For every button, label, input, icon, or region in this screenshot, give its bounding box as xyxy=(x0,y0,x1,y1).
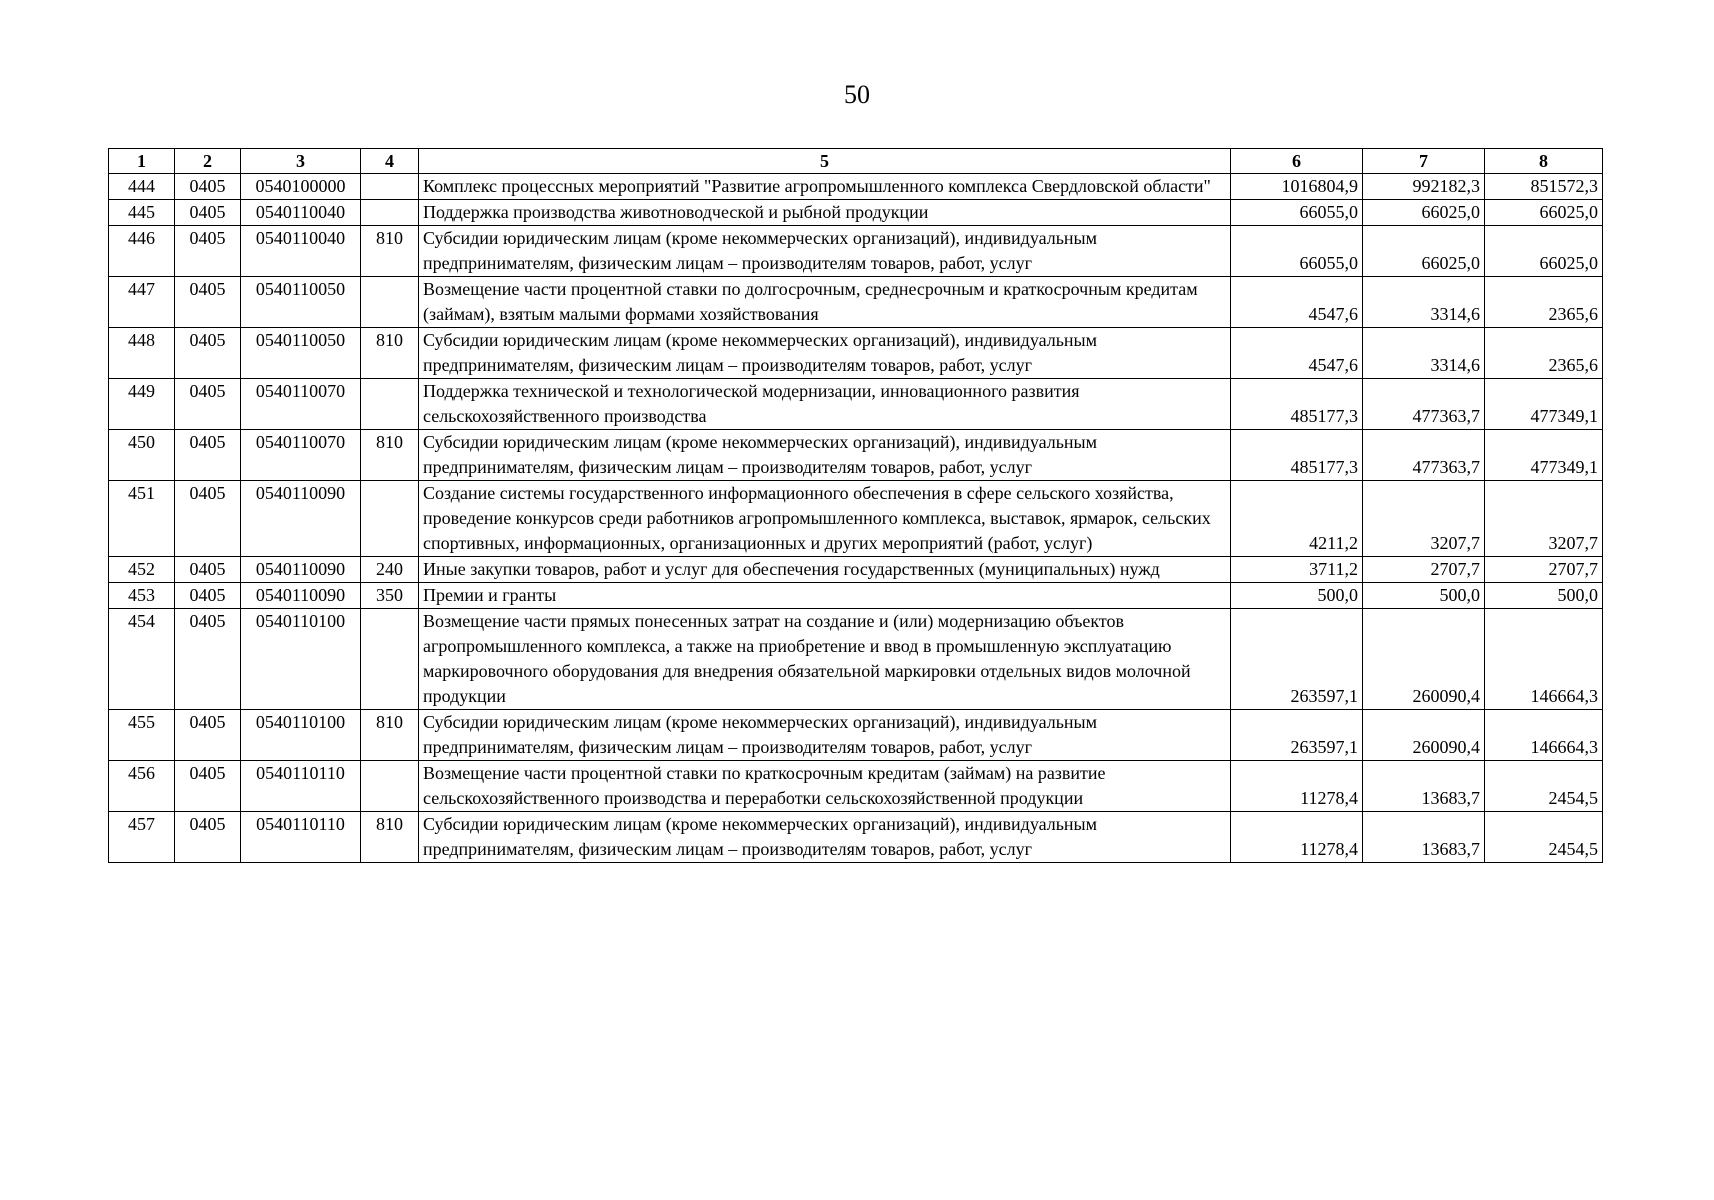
expense-type-cell: 240 xyxy=(361,557,419,583)
row-number-cell: 451 xyxy=(109,481,175,557)
row-number-cell: 455 xyxy=(109,710,175,761)
section-code-cell: 0405 xyxy=(175,328,241,379)
amount-col8-cell: 66025,0 xyxy=(1485,226,1603,277)
amount-col7-cell: 2707,7 xyxy=(1363,557,1485,583)
amount-col6-cell: 1016804,9 xyxy=(1231,174,1363,200)
amount-col6-cell: 500,0 xyxy=(1231,583,1363,609)
expense-type-cell xyxy=(361,481,419,557)
header-cell: 5 xyxy=(419,149,1231,174)
table-row xyxy=(109,328,1603,379)
amount-col8-cell: 851572,3 xyxy=(1485,174,1603,200)
section-code-cell: 0405 xyxy=(175,710,241,761)
amount-col6-cell: 263597,1 xyxy=(1231,710,1363,761)
target-article-cell: 0540110040 xyxy=(241,226,361,277)
table-row xyxy=(109,430,1603,481)
amount-col8-cell: 66025,0 xyxy=(1485,200,1603,226)
target-article-cell: 0540100000 xyxy=(241,174,361,200)
description-cell: Комплекс процессных мероприятий "Развитие агропромышленного комплекса Свердловской области" xyxy=(419,174,1231,200)
amount-col6-cell: 4211,2 xyxy=(1231,481,1363,557)
row-number-cell: 445 xyxy=(109,200,175,226)
amount-col8-cell: 477349,1 xyxy=(1485,379,1603,430)
description-cell: Возмещение части прямых понесенных затрат на создание и (или) модернизацию объектов агропромышленного комплекса, а также на приобретение и ввод в промышленную эксплуатацию маркировочного оборудования для внедрения обязательной маркировки отдельных видов молочной продукции xyxy=(419,609,1231,710)
table-row xyxy=(109,481,1603,557)
table-row xyxy=(109,226,1603,277)
amount-col6-cell: 4547,6 xyxy=(1231,328,1363,379)
amount-col6-cell: 263597,1 xyxy=(1231,609,1363,710)
amount-col6-cell: 11278,4 xyxy=(1231,812,1363,863)
amount-col6-cell: 4547,6 xyxy=(1231,277,1363,328)
description-cell: Создание системы государственного информационного обеспечения в сфере сельского хозяйства, проведение конкурсов среди работников агропромышленного комплекса, выставок, ярмарок, сельских спортивных, информационных, организационных и других мероприятий (работ, услуг) xyxy=(419,481,1231,557)
amount-col7-cell: 3207,7 xyxy=(1363,481,1485,557)
table-row xyxy=(109,379,1603,430)
table-row xyxy=(109,174,1603,200)
section-code-cell: 0405 xyxy=(175,174,241,200)
row-number-cell: 449 xyxy=(109,379,175,430)
amount-col8-cell: 146664,3 xyxy=(1485,609,1603,710)
table-header-row xyxy=(109,149,1603,174)
section-code-cell: 0405 xyxy=(175,609,241,710)
table-row xyxy=(109,812,1603,863)
row-number-cell: 457 xyxy=(109,812,175,863)
amount-col8-cell: 2365,6 xyxy=(1485,328,1603,379)
header-cell: 4 xyxy=(361,149,419,174)
header-cell: 3 xyxy=(241,149,361,174)
section-code-cell: 0405 xyxy=(175,583,241,609)
amount-col7-cell: 3314,6 xyxy=(1363,328,1485,379)
expense-type-cell xyxy=(361,277,419,328)
target-article-cell: 0540110070 xyxy=(241,430,361,481)
amount-col7-cell: 260090,4 xyxy=(1363,609,1485,710)
target-article-cell: 0540110090 xyxy=(241,557,361,583)
description-cell: Субсидии юридическим лицам (кроме некоммерческих организаций), индивидуальным предпринимателям, физическим лицам – производителям товаров, работ, услуг xyxy=(419,226,1231,277)
expense-type-cell: 810 xyxy=(361,710,419,761)
row-number-cell: 444 xyxy=(109,174,175,200)
header-cell: 6 xyxy=(1231,149,1363,174)
description-cell: Возмещение части процентной ставки по долгосрочным, среднесрочным и краткосрочным кредитам (займам), взятым малыми формами хозяйствования xyxy=(419,277,1231,328)
description-cell: Субсидии юридическим лицам (кроме некоммерческих организаций), индивидуальным предпринимателям, физическим лицам – производителям товаров, работ, услуг xyxy=(419,710,1231,761)
description-cell: Премии и гранты xyxy=(419,583,1231,609)
amount-col7-cell: 13683,7 xyxy=(1363,812,1485,863)
table-body xyxy=(109,174,1603,863)
expense-type-cell xyxy=(361,200,419,226)
expense-type-cell: 810 xyxy=(361,430,419,481)
description-cell: Возмещение части процентной ставки по краткосрочным кредитам (займам) на развитие сельскохозяйственного производства и переработки сельскохозяйственной продукции xyxy=(419,761,1231,812)
header-cell: 8 xyxy=(1485,149,1603,174)
expense-type-cell xyxy=(361,174,419,200)
row-number-cell: 450 xyxy=(109,430,175,481)
section-code-cell: 0405 xyxy=(175,200,241,226)
table-row xyxy=(109,609,1603,710)
target-article-cell: 0540110040 xyxy=(241,200,361,226)
row-number-cell: 452 xyxy=(109,557,175,583)
header-cell: 7 xyxy=(1363,149,1485,174)
amount-col7-cell: 3314,6 xyxy=(1363,277,1485,328)
target-article-cell: 0540110050 xyxy=(241,277,361,328)
description-cell: Субсидии юридическим лицам (кроме некоммерческих организаций), индивидуальным предпринимателям, физическим лицам – производителям товаров, работ, услуг xyxy=(419,430,1231,481)
expense-type-cell xyxy=(361,379,419,430)
section-code-cell: 0405 xyxy=(175,277,241,328)
description-cell: Поддержка технической и технологической модернизации, инновационного развития сельскохозяйственного производства xyxy=(419,379,1231,430)
amount-col6-cell: 485177,3 xyxy=(1231,430,1363,481)
row-number-cell: 453 xyxy=(109,583,175,609)
section-code-cell: 0405 xyxy=(175,379,241,430)
amount-col7-cell: 500,0 xyxy=(1363,583,1485,609)
target-article-cell: 0540110090 xyxy=(241,583,361,609)
amount-col6-cell: 66055,0 xyxy=(1231,226,1363,277)
description-cell: Поддержка производства животноводческой и рыбной продукции xyxy=(419,200,1231,226)
section-code-cell: 0405 xyxy=(175,226,241,277)
section-code-cell: 0405 xyxy=(175,430,241,481)
amount-col8-cell: 2365,6 xyxy=(1485,277,1603,328)
section-code-cell: 0405 xyxy=(175,557,241,583)
row-number-cell: 448 xyxy=(109,328,175,379)
table-row xyxy=(109,200,1603,226)
expense-type-cell: 350 xyxy=(361,583,419,609)
header-cell: 2 xyxy=(175,149,241,174)
table-row xyxy=(109,761,1603,812)
section-code-cell: 0405 xyxy=(175,761,241,812)
expense-type-cell: 810 xyxy=(361,226,419,277)
amount-col7-cell: 477363,7 xyxy=(1363,379,1485,430)
table-row xyxy=(109,710,1603,761)
target-article-cell: 0540110110 xyxy=(241,812,361,863)
expense-type-cell xyxy=(361,609,419,710)
target-article-cell: 0540110050 xyxy=(241,328,361,379)
budget-table xyxy=(108,148,1603,863)
description-cell: Иные закупки товаров, работ и услуг для обеспечения государственных (муниципальных) нужд xyxy=(419,557,1231,583)
row-number-cell: 447 xyxy=(109,277,175,328)
amount-col7-cell: 66025,0 xyxy=(1363,200,1485,226)
amount-col8-cell: 3207,7 xyxy=(1485,481,1603,557)
target-article-cell: 0540110100 xyxy=(241,710,361,761)
expense-type-cell: 810 xyxy=(361,812,419,863)
target-article-cell: 0540110110 xyxy=(241,761,361,812)
amount-col8-cell: 2454,5 xyxy=(1485,812,1603,863)
amount-col7-cell: 992182,3 xyxy=(1363,174,1485,200)
description-cell: Субсидии юридическим лицам (кроме некоммерческих организаций), индивидуальным предпринимателям, физическим лицам – производителям товаров, работ, услуг xyxy=(419,812,1231,863)
amount-col8-cell: 146664,3 xyxy=(1485,710,1603,761)
amount-col8-cell: 2454,5 xyxy=(1485,761,1603,812)
amount-col6-cell: 11278,4 xyxy=(1231,761,1363,812)
section-code-cell: 0405 xyxy=(175,481,241,557)
target-article-cell: 0540110090 xyxy=(241,481,361,557)
amount-col7-cell: 13683,7 xyxy=(1363,761,1485,812)
header-cell: 1 xyxy=(109,149,175,174)
row-number-cell: 456 xyxy=(109,761,175,812)
amount-col6-cell: 3711,2 xyxy=(1231,557,1363,583)
description-cell: Субсидии юридическим лицам (кроме некоммерческих организаций), индивидуальным предпринимателям, физическим лицам – производителям товаров, работ, услуг xyxy=(419,328,1231,379)
amount-col7-cell: 66025,0 xyxy=(1363,226,1485,277)
expense-type-cell: 810 xyxy=(361,328,419,379)
target-article-cell: 0540110100 xyxy=(241,609,361,710)
table-row xyxy=(109,277,1603,328)
row-number-cell: 454 xyxy=(109,609,175,710)
amount-col7-cell: 477363,7 xyxy=(1363,430,1485,481)
amount-col6-cell: 66055,0 xyxy=(1231,200,1363,226)
expense-type-cell xyxy=(361,761,419,812)
table-row xyxy=(109,557,1603,583)
target-article-cell: 0540110070 xyxy=(241,379,361,430)
amount-col7-cell: 260090,4 xyxy=(1363,710,1485,761)
amount-col6-cell: 485177,3 xyxy=(1231,379,1363,430)
row-number-cell: 446 xyxy=(109,226,175,277)
amount-col8-cell: 477349,1 xyxy=(1485,430,1603,481)
table-row xyxy=(109,583,1603,609)
section-code-cell: 0405 xyxy=(175,812,241,863)
page-number: 50 xyxy=(844,80,870,109)
amount-col8-cell: 500,0 xyxy=(1485,583,1603,609)
amount-col8-cell: 2707,7 xyxy=(1485,557,1603,583)
